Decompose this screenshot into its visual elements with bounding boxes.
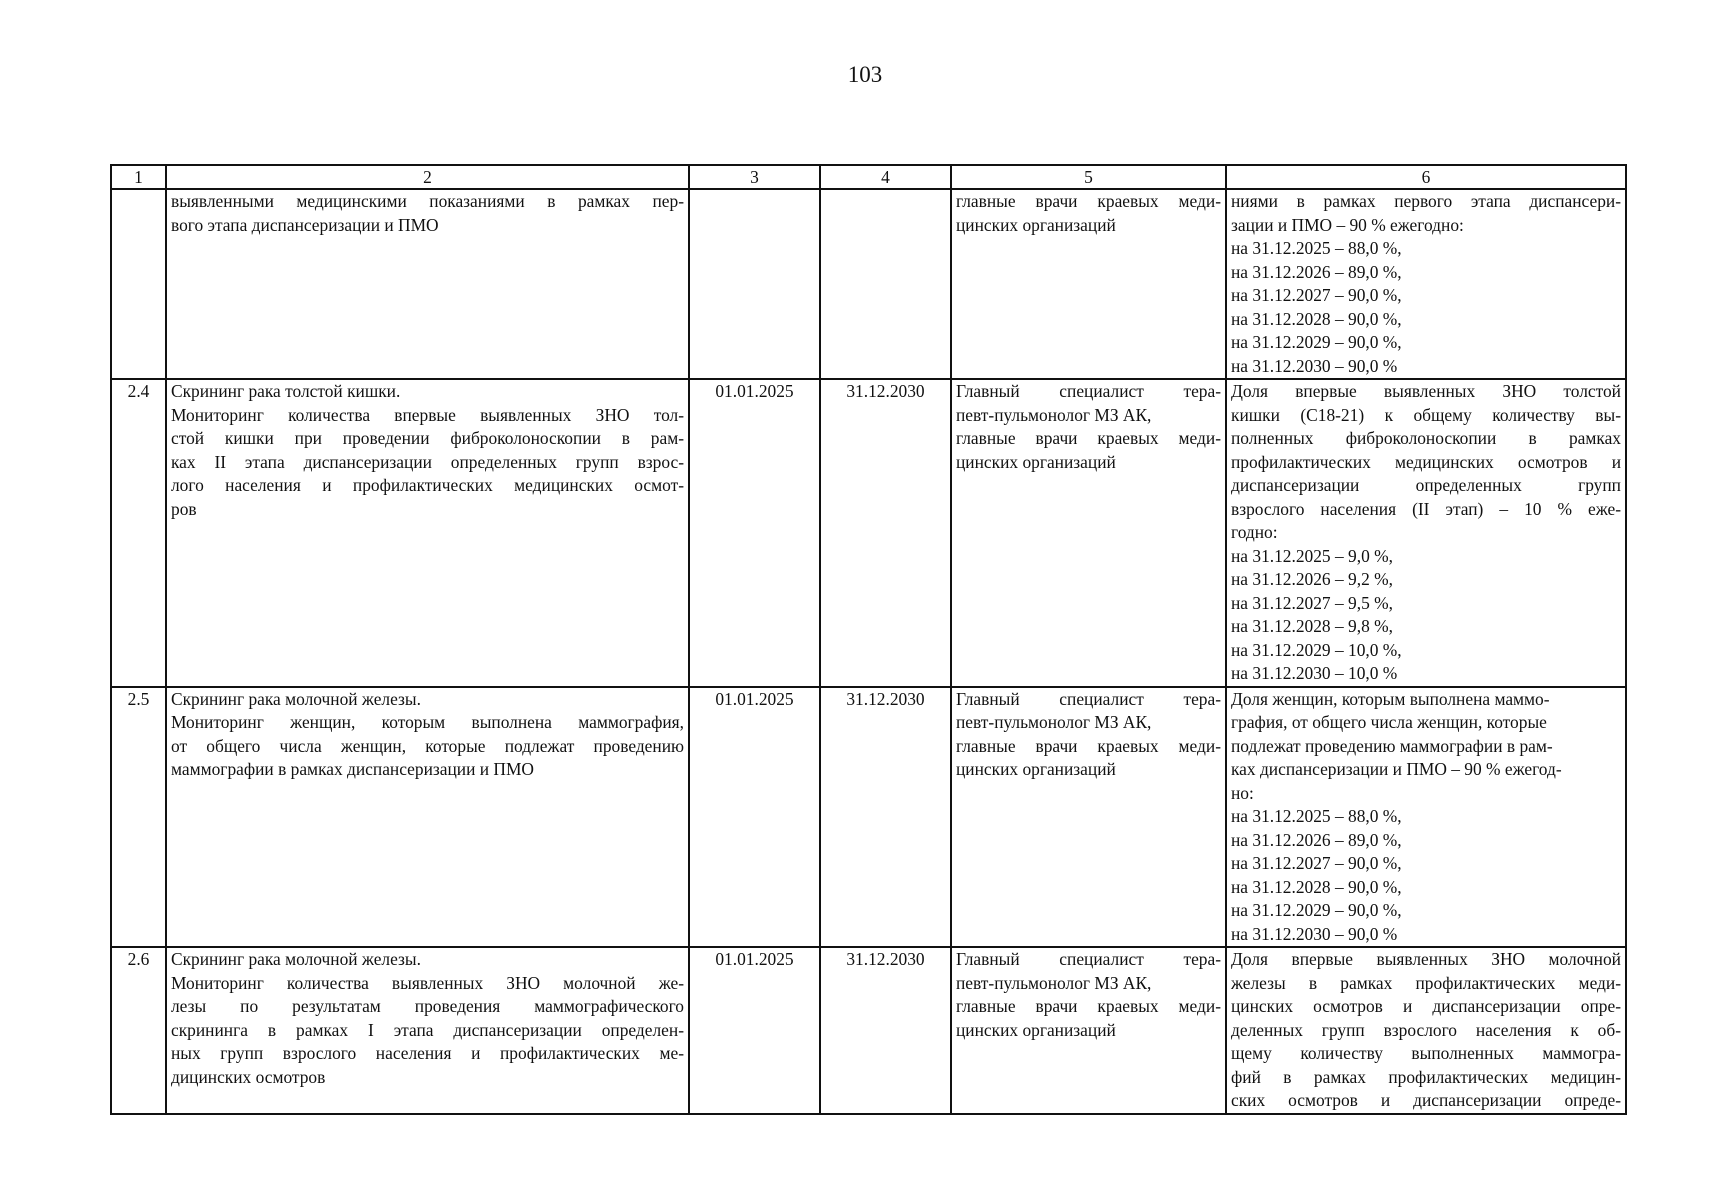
end-date: 31.12.2030 [820,687,951,948]
target-line: ках диспансеризации и ПМО – 90 % ежегод- [1231,759,1562,779]
measure-description [166,189,689,379]
target-indicator [1226,687,1626,948]
target-line: ских осмотров и диспансеризации опреде- [1231,1090,1621,1110]
target-line: годно: [1231,522,1278,542]
target-line: графия, от общего числа женщин, которые [1231,712,1547,732]
description-line: дицинских осмотров [171,1066,326,1087]
description-line: стой кишки при проведении фиброколоноскопии в рам- [171,428,684,448]
header-row [111,165,1626,189]
measures-table [110,164,1627,1115]
table-row [111,379,1626,687]
header-col-4: 4 [820,165,951,189]
description-line: от общего числа женщин, которые подлежат проведению [171,735,684,756]
target-line: подлежат проведению маммографии в рам- [1231,735,1553,756]
description-line: Скрининг рака молочной железы. [171,688,421,709]
start-date: 01.01.2025 [689,687,820,948]
target-line: зации и ПМО – 90 % ежегодно: [1231,214,1464,235]
end-date: 31.12.2030 [820,379,951,687]
target-indicator [1226,189,1626,379]
target-line: на 31.12.2030 – 10,0 % [1231,663,1398,683]
responsible-line: Главный специалист тера- [956,949,1221,969]
start-date: 01.01.2025 [689,379,820,687]
description-line: Мониторинг количества впервые выявленных ЗНО тол- [171,404,684,425]
target-indicator [1226,947,1626,1114]
measure-description [166,687,689,948]
responsible [951,189,1226,379]
target-line: ниями в рамках первого этапа диспансери- [1231,191,1621,211]
target-line: на 31.12.2028 – 9,8 %, [1231,616,1393,636]
responsible [951,379,1226,687]
target-indicator [1226,379,1626,687]
item-number: 2.6 [111,947,166,1114]
target-line: Доля впервые выявленных ЗНО толстой [1231,381,1621,401]
responsible-line: цинских организаций [956,214,1116,235]
responsible-line: главные врачи краевых меди- [956,735,1221,756]
target-line: кишки (C18-21) к общему количеству вы- [1231,404,1621,425]
target-line: Доля впервые выявленных ЗНО молочной [1231,949,1621,969]
responsible-line: цинских организаций [956,1019,1116,1040]
target-line: на 31.12.2029 – 90,0 %, [1231,332,1402,352]
target-line: на 31.12.2025 – 88,0 %, [1231,806,1402,826]
description-line: ках II этапа диспансеризации определенных групп взрос- [171,451,684,472]
responsible-line: цинских организаций [956,759,1116,779]
responsible-line: Главный специалист тера- [956,381,1221,401]
start-date [689,189,820,379]
header-col-6: 6 [1226,165,1626,189]
target-line: на 31.12.2028 – 90,0 %, [1231,308,1402,329]
measure-description [166,379,689,687]
target-line: на 31.12.2028 – 90,0 %, [1231,876,1402,897]
responsible-line: Главный специалист тера- [956,688,1221,709]
target-line: но: [1231,782,1254,803]
description-line: ных групп взрослого населения и профилактических ме- [171,1043,684,1063]
description-line: выявленными медицинскими показаниями в рамках пер- [171,191,684,211]
table-row [111,189,1626,379]
end-date: 31.12.2030 [820,947,951,1114]
target-line: на 31.12.2027 – 90,0 %, [1231,285,1402,305]
responsible [951,947,1226,1114]
measure-description [166,947,689,1114]
description-line: скрининга в рамках I этапа диспансеризации определен- [171,1019,684,1040]
target-line: на 31.12.2026 – 89,0 %, [1231,261,1402,282]
target-line: железы в рамках профилактических меди- [1231,972,1621,993]
responsible-line: певт-пульмонолог МЗ АК, [956,972,1152,993]
target-line: щему количеству выполненных маммогра- [1231,1043,1621,1063]
header-col-1: 1 [111,165,166,189]
description-line: лого населения и профилактических медицинских осмот- [171,475,684,495]
target-line: диспансеризации определенных групп [1231,475,1621,495]
target-line: на 31.12.2025 – 88,0 %, [1231,238,1402,258]
header-col-5: 5 [951,165,1226,189]
target-line: полненных фиброколоноскопии в рамках [1231,428,1621,448]
table-row [111,687,1626,948]
target-line: на 31.12.2029 – 10,0 %, [1231,639,1402,660]
table-row [111,947,1626,1114]
responsible-line: певт-пульмонолог МЗ АК, [956,712,1152,732]
target-line: цинских осмотров и диспансеризации опре- [1231,996,1621,1016]
responsible-line: певт-пульмонолог МЗ АК, [956,404,1152,425]
description-line: Мониторинг количества выявленных ЗНО молочной же- [171,972,684,993]
target-line: на 31.12.2027 – 90,0 %, [1231,853,1402,873]
target-line: взрослого населения (II этап) – 10 % еже- [1231,498,1621,519]
responsible-line: главные врачи краевых меди- [956,191,1221,211]
target-line: на 31.12.2030 – 90,0 % [1231,923,1398,944]
responsible-line: главные врачи краевых меди- [956,996,1221,1016]
target-line: на 31.12.2026 – 89,0 %, [1231,829,1402,850]
target-line: на 31.12.2029 – 90,0 %, [1231,900,1402,920]
target-line: профилактических медицинских осмотров и [1231,451,1621,472]
target-line: на 31.12.2025 – 9,0 %, [1231,545,1393,566]
description-line: лезы по результатам проведения маммографического [171,996,684,1016]
target-line: на 31.12.2030 – 90,0 % [1231,355,1398,376]
description-line: Мониторинг женщин, которым выполнена маммография, [171,712,684,732]
header-col-3: 3 [689,165,820,189]
item-number: 2.4 [111,379,166,687]
end-date [820,189,951,379]
page-number: 103 [847,62,883,87]
target-line: Доля женщин, которым выполнена маммо- [1231,688,1550,709]
target-line: на 31.12.2027 – 9,5 %, [1231,592,1393,613]
responsible-line: главные врачи краевых меди- [956,428,1221,448]
responsible [951,687,1226,948]
target-line: деленных групп взрослого населения к об- [1231,1019,1621,1040]
target-line: фий в рамках профилактических медицин- [1231,1066,1621,1087]
description-line: Скрининг рака толстой кишки. [171,381,401,401]
item-number [111,189,166,379]
description-line: маммографии в рамках диспансеризации и ПМО [171,759,534,779]
item-number: 2.5 [111,687,166,948]
description-line: вого этапа диспансеризации и ПМО [171,214,439,235]
header-col-2: 2 [166,165,689,189]
description-line: Скрининг рака молочной железы. [171,949,421,969]
start-date: 01.01.2025 [689,947,820,1114]
description-line: ров [171,498,197,519]
responsible-line: цинских организаций [956,451,1116,472]
target-line: на 31.12.2026 – 9,2 %, [1231,569,1393,589]
